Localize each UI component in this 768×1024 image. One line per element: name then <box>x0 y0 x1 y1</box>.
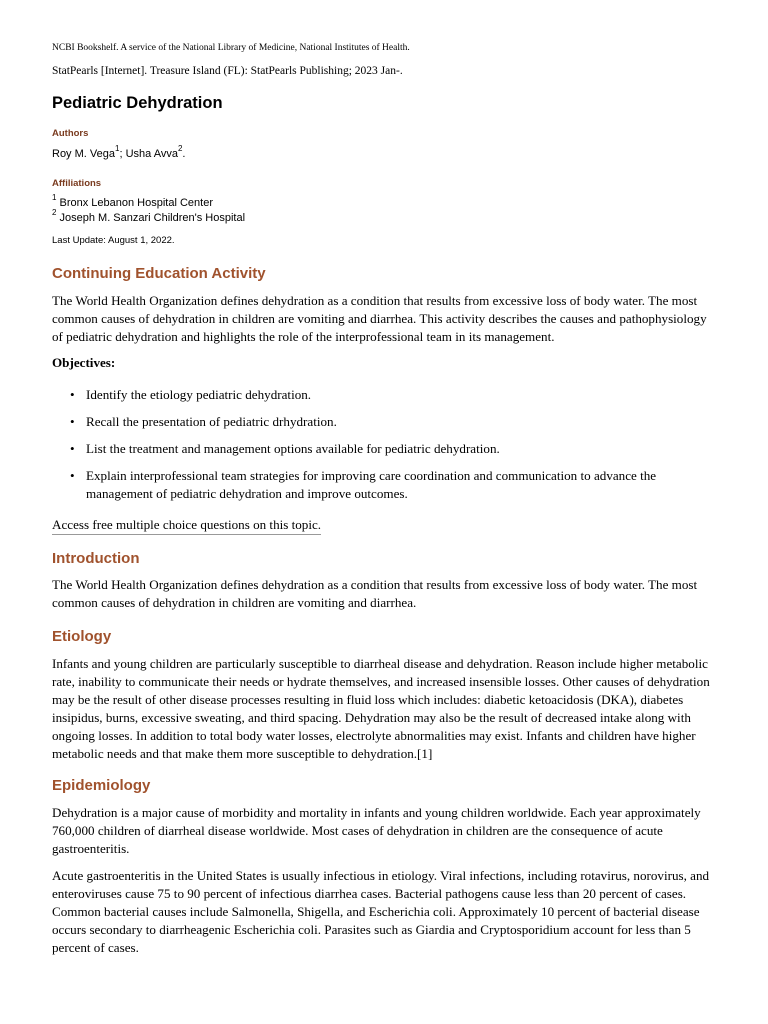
author-sup: 2 <box>177 144 183 154</box>
epidemiology-paragraph: Acute gastroenteritis in the United States is usually infectious in etiology. Viral infections, including rotavirus, norovirus, and enteroviruses cause 75 to 90 percent of infectious diarrhea cases. Bacterial pathogens cause less than 20 percent of cases. Common bacterial causes include Salmonella, Shigella, and Escherichia coli. Approximately 10 percent of bacterial disease occurs secondary to diarrheagenic Escherichia coli. Parasites such as Giardia and Cryptosporidium account for less than 5 percent of cases. <box>52 868 710 955</box>
objectives-label: Objectives: <box>52 355 116 370</box>
citation-header: StatPearls [Internet]. Treasure Island (FL): StatPearls Publishing; 2023 Jan-. <box>52 65 403 77</box>
section-heading-cea: Continuing Education Activity <box>52 265 266 282</box>
affiliation-num: 2 <box>52 208 57 218</box>
objective-text: Identify the etiology pediatric dehydration. <box>86 387 312 402</box>
introduction-paragraph: The World Health Organization defines dehydration as a condition that results from excessive loss of body water. The most common causes of dehydration in children are vomiting and diarrhea. <box>52 577 698 610</box>
author-sup: 1 <box>114 144 120 154</box>
bullet-icon: • <box>70 468 75 483</box>
cea-paragraph: The World Health Organization defines dehydration as a condition that results from excessive loss of body water. The most common causes of dehydration in children are vomiting and diarrhea. This activity describes the causes and pathophysiology of pediatric dehydration and highlights the role of the interprofessional team in its management. <box>52 293 707 344</box>
section-heading-introduction: Introduction <box>52 550 140 567</box>
epidemiology-paragraph: Dehydration is a major cause of morbidity and mortality in infants and young children worldwide. Each year approximately 760,000 children of diarrheal disease worldwide. Most cases of dehydration in children are the consequence of acute gastroenteritis. <box>52 805 701 856</box>
section-heading-etiology: Etiology <box>52 628 112 645</box>
authors-list <box>52 144 186 161</box>
affiliation-num: 1 <box>52 193 57 203</box>
bullet-icon: • <box>70 414 75 429</box>
affiliation-text: Joseph M. Sanzari Children's Hospital <box>56 212 246 224</box>
bullet-icon: • <box>70 387 75 402</box>
page-title: Pediatric Dehydration <box>52 94 223 112</box>
objective-text: Explain interprofessional team strategies for improving care coordination and communication to advance the management of pediatric dehydration and improve outcomes. <box>86 468 657 501</box>
mcq-link[interactable]: Access free multiple choice questions on this topic. <box>52 516 321 535</box>
affiliations-label: Affiliations <box>52 178 102 189</box>
author-separator: . <box>182 148 186 160</box>
author-name[interactable]: Usha Avva <box>125 148 178 160</box>
etiology-paragraph: Infants and young children are particularly susceptible to diarrheal disease and dehydration. Reason include higher metabolic rate, inability to communicate their needs or hydrate themselves, and increased insensible losses. Other causes of dehydration may be the result of other disease processes resulting in fluid loss which includes: diabetic ketoacidosis (DKA), diabetes insipidus, burns, excessive sweating, and third spacing. Dehydration may also be the result of decreased intake along with ongoing losses. In addition to total body water losses, electrolyte abnormalities may exist. Infants and children have higher metabolic needs and that make them more susceptible to dehydration.[1] <box>52 656 710 761</box>
ncbi-header: NCBI Bookshelf. A service of the National Library of Medicine, National Institutes of Health. <box>52 43 410 53</box>
list-item <box>52 467 692 503</box>
list-item <box>52 413 692 431</box>
bullet-icon: • <box>70 441 75 456</box>
affiliation-item <box>52 193 213 210</box>
list-item <box>52 440 692 458</box>
objective-text: List the treatment and management options available for pediatric dehydration. <box>86 441 500 456</box>
author-name[interactable]: Roy M. Vega <box>52 148 115 160</box>
objective-text: Recall the presentation of pediatric drhydration. <box>86 414 337 429</box>
section-heading-epidemiology: Epidemiology <box>52 777 151 794</box>
list-item <box>52 386 692 404</box>
affiliation-item <box>52 208 246 225</box>
affiliation-text: Bronx Lebanon Hospital Center <box>56 197 213 209</box>
last-update: Last Update: August 1, 2022. <box>52 235 175 246</box>
author-separator: ; <box>119 148 126 160</box>
authors-label: Authors <box>52 128 89 139</box>
